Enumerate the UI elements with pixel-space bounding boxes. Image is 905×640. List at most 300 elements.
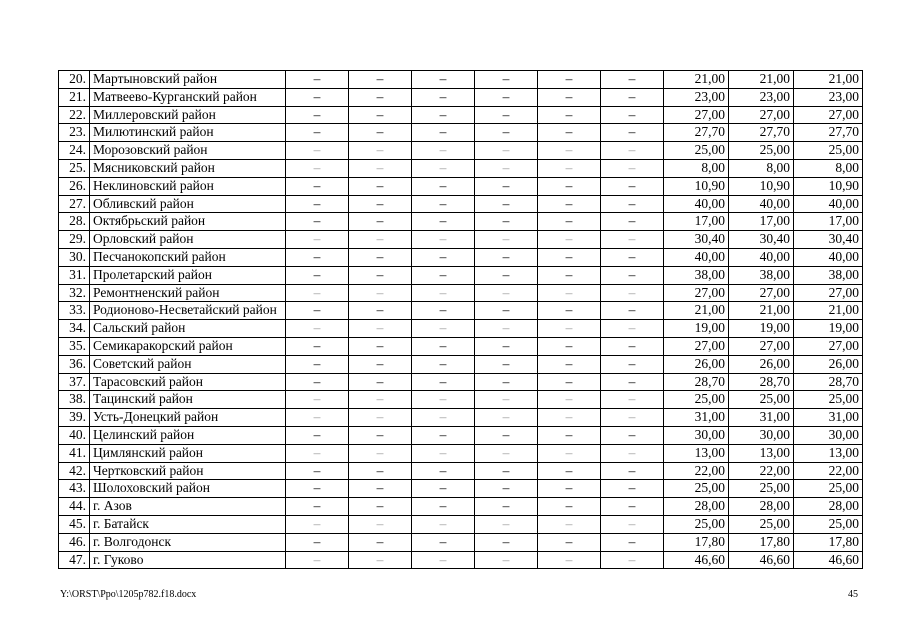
table-row: [59, 498, 863, 516]
empty-value-cell: –: [601, 337, 664, 355]
empty-value-cell: –: [538, 373, 601, 391]
rate-value-cell: 21,00: [729, 71, 794, 89]
empty-value-cell: –: [538, 355, 601, 373]
empty-value-cell: –: [601, 515, 664, 533]
district-name: Чертковский район: [90, 462, 286, 480]
rate-value-cell: 21,00: [794, 302, 863, 320]
rate-value-cell: 23,00: [664, 88, 729, 106]
empty-value-cell: –: [412, 444, 475, 462]
empty-value-cell: –: [538, 195, 601, 213]
empty-value-cell: –: [349, 444, 412, 462]
empty-value-cell: –: [349, 480, 412, 498]
empty-value-cell: –: [412, 373, 475, 391]
rate-value-cell: 23,00: [794, 88, 863, 106]
empty-value-cell: –: [412, 426, 475, 444]
empty-value-cell: –: [412, 337, 475, 355]
rate-value-cell: 30,00: [794, 426, 863, 444]
rate-value-cell: 21,00: [729, 302, 794, 320]
rate-value-cell: 27,70: [794, 124, 863, 142]
rate-value-cell: 25,00: [664, 515, 729, 533]
rate-value-cell: 27,00: [664, 337, 729, 355]
empty-value-cell: –: [538, 533, 601, 551]
district-name: Сальский район: [90, 320, 286, 338]
empty-value-cell: –: [349, 302, 412, 320]
row-number: 30.: [59, 248, 90, 266]
rate-value-cell: 8,00: [794, 159, 863, 177]
district-name: Усть-Донецкий район: [90, 409, 286, 427]
district-name: Милютинский район: [90, 124, 286, 142]
empty-value-cell: –: [475, 88, 538, 106]
rate-value-cell: 31,00: [664, 409, 729, 427]
row-number: 34.: [59, 320, 90, 338]
empty-value-cell: –: [349, 355, 412, 373]
rate-value-cell: 40,00: [729, 195, 794, 213]
rate-value-cell: 38,00: [794, 266, 863, 284]
rate-value-cell: 40,00: [729, 248, 794, 266]
empty-value-cell: –: [601, 124, 664, 142]
rate-value-cell: 40,00: [664, 195, 729, 213]
empty-value-cell: –: [601, 373, 664, 391]
district-name: Песчанокопский район: [90, 248, 286, 266]
empty-value-cell: –: [286, 284, 349, 302]
empty-value-cell: –: [538, 480, 601, 498]
district-name: Тацинский район: [90, 391, 286, 409]
empty-value-cell: –: [286, 124, 349, 142]
empty-value-cell: –: [538, 159, 601, 177]
row-number: 41.: [59, 444, 90, 462]
empty-value-cell: –: [349, 284, 412, 302]
empty-value-cell: –: [286, 462, 349, 480]
empty-value-cell: –: [349, 231, 412, 249]
district-name: Матвеево-Курганский район: [90, 88, 286, 106]
empty-value-cell: –: [412, 195, 475, 213]
empty-value-cell: –: [475, 426, 538, 444]
empty-value-cell: –: [601, 391, 664, 409]
empty-value-cell: –: [412, 231, 475, 249]
empty-value-cell: –: [286, 159, 349, 177]
row-number: 35.: [59, 337, 90, 355]
empty-value-cell: –: [412, 284, 475, 302]
district-name: г. Батайск: [90, 515, 286, 533]
empty-value-cell: –: [601, 498, 664, 516]
empty-value-cell: –: [349, 88, 412, 106]
row-number: 33.: [59, 302, 90, 320]
rate-value-cell: 25,00: [794, 515, 863, 533]
rate-value-cell: 30,00: [729, 426, 794, 444]
rate-value-cell: 27,00: [729, 337, 794, 355]
empty-value-cell: –: [601, 142, 664, 160]
empty-value-cell: –: [349, 515, 412, 533]
empty-value-cell: –: [286, 142, 349, 160]
table-body: [59, 71, 863, 569]
empty-value-cell: –: [349, 159, 412, 177]
empty-value-cell: –: [475, 231, 538, 249]
empty-value-cell: –: [475, 373, 538, 391]
district-name: Пролетарский район: [90, 266, 286, 284]
table-row: [59, 88, 863, 106]
empty-value-cell: –: [412, 106, 475, 124]
empty-value-cell: –: [349, 391, 412, 409]
empty-value-cell: –: [601, 71, 664, 89]
rate-value-cell: 25,00: [664, 142, 729, 160]
empty-value-cell: –: [286, 177, 349, 195]
row-number: 28.: [59, 213, 90, 231]
rate-value-cell: 30,40: [729, 231, 794, 249]
rate-value-cell: 25,00: [664, 480, 729, 498]
district-name: Родионово-Несветайский район: [90, 302, 286, 320]
district-name: Советский район: [90, 355, 286, 373]
rate-value-cell: 46,60: [729, 551, 794, 569]
table-row: [59, 533, 863, 551]
empty-value-cell: –: [349, 533, 412, 551]
empty-value-cell: –: [475, 213, 538, 231]
empty-value-cell: –: [349, 142, 412, 160]
rate-value-cell: 27,70: [729, 124, 794, 142]
district-name: Орловский район: [90, 231, 286, 249]
district-name: Тарасовский район: [90, 373, 286, 391]
empty-value-cell: –: [286, 480, 349, 498]
empty-value-cell: –: [475, 302, 538, 320]
empty-value-cell: –: [601, 355, 664, 373]
table-row: [59, 391, 863, 409]
district-name: Обливский район: [90, 195, 286, 213]
empty-value-cell: –: [349, 320, 412, 338]
empty-value-cell: –: [412, 302, 475, 320]
empty-value-cell: –: [601, 106, 664, 124]
empty-value-cell: –: [538, 551, 601, 569]
empty-value-cell: –: [349, 124, 412, 142]
rate-value-cell: 17,80: [664, 533, 729, 551]
empty-value-cell: –: [349, 373, 412, 391]
rate-value-cell: 23,00: [729, 88, 794, 106]
rate-value-cell: 30,40: [664, 231, 729, 249]
rate-value-cell: 10,90: [729, 177, 794, 195]
empty-value-cell: –: [538, 106, 601, 124]
row-number: 23.: [59, 124, 90, 142]
row-number: 21.: [59, 88, 90, 106]
empty-value-cell: –: [601, 533, 664, 551]
empty-value-cell: –: [286, 71, 349, 89]
empty-value-cell: –: [349, 337, 412, 355]
row-number: 20.: [59, 71, 90, 89]
district-name: Мясниковский район: [90, 159, 286, 177]
table-row: [59, 462, 863, 480]
rate-value-cell: 28,00: [729, 498, 794, 516]
empty-value-cell: –: [475, 284, 538, 302]
empty-value-cell: –: [412, 320, 475, 338]
empty-value-cell: –: [286, 248, 349, 266]
empty-value-cell: –: [286, 391, 349, 409]
empty-value-cell: –: [412, 551, 475, 569]
empty-value-cell: –: [475, 355, 538, 373]
empty-value-cell: –: [475, 320, 538, 338]
table-row: [59, 284, 863, 302]
district-name: Целинский район: [90, 426, 286, 444]
rate-value-cell: 27,00: [794, 284, 863, 302]
empty-value-cell: –: [349, 106, 412, 124]
district-name: Мартыновский район: [90, 71, 286, 89]
row-number: 44.: [59, 498, 90, 516]
empty-value-cell: –: [538, 177, 601, 195]
rate-value-cell: 22,00: [729, 462, 794, 480]
empty-value-cell: –: [412, 355, 475, 373]
empty-value-cell: –: [286, 373, 349, 391]
rate-value-cell: 28,70: [664, 373, 729, 391]
row-number: 40.: [59, 426, 90, 444]
rate-value-cell: 22,00: [664, 462, 729, 480]
rate-value-cell: 10,90: [664, 177, 729, 195]
rate-value-cell: 40,00: [794, 248, 863, 266]
empty-value-cell: –: [538, 391, 601, 409]
rate-value-cell: 31,00: [729, 409, 794, 427]
empty-value-cell: –: [475, 515, 538, 533]
row-number: 45.: [59, 515, 90, 533]
rate-value-cell: 27,00: [664, 284, 729, 302]
empty-value-cell: –: [538, 88, 601, 106]
empty-value-cell: –: [475, 159, 538, 177]
rate-value-cell: 17,00: [794, 213, 863, 231]
row-number: 31.: [59, 266, 90, 284]
empty-value-cell: –: [538, 142, 601, 160]
row-number: 47.: [59, 551, 90, 569]
rate-value-cell: 27,00: [729, 106, 794, 124]
empty-value-cell: –: [538, 213, 601, 231]
empty-value-cell: –: [412, 533, 475, 551]
empty-value-cell: –: [412, 159, 475, 177]
empty-value-cell: –: [601, 213, 664, 231]
rate-value-cell: 40,00: [664, 248, 729, 266]
table-row: [59, 409, 863, 427]
empty-value-cell: –: [475, 142, 538, 160]
rate-value-cell: 28,00: [794, 498, 863, 516]
data-table: [58, 70, 863, 569]
rate-value-cell: 25,00: [664, 391, 729, 409]
empty-value-cell: –: [349, 248, 412, 266]
district-name: Семикаракорский район: [90, 337, 286, 355]
rate-value-cell: 25,00: [794, 480, 863, 498]
empty-value-cell: –: [601, 320, 664, 338]
empty-value-cell: –: [601, 88, 664, 106]
table-row: [59, 320, 863, 338]
empty-value-cell: –: [286, 320, 349, 338]
empty-value-cell: –: [286, 426, 349, 444]
empty-value-cell: –: [412, 213, 475, 231]
rate-value-cell: 38,00: [664, 266, 729, 284]
rate-value-cell: 17,80: [794, 533, 863, 551]
rate-value-cell: 46,60: [794, 551, 863, 569]
row-number: 42.: [59, 462, 90, 480]
empty-value-cell: –: [286, 195, 349, 213]
row-number: 43.: [59, 480, 90, 498]
empty-value-cell: –: [538, 124, 601, 142]
rate-value-cell: 17,80: [729, 533, 794, 551]
table-row: [59, 124, 863, 142]
empty-value-cell: –: [601, 480, 664, 498]
row-number: 37.: [59, 373, 90, 391]
empty-value-cell: –: [412, 177, 475, 195]
empty-value-cell: –: [286, 213, 349, 231]
row-number: 32.: [59, 284, 90, 302]
empty-value-cell: –: [475, 498, 538, 516]
rate-value-cell: 8,00: [664, 159, 729, 177]
empty-value-cell: –: [286, 551, 349, 569]
empty-value-cell: –: [601, 444, 664, 462]
table-row: [59, 248, 863, 266]
empty-value-cell: –: [286, 444, 349, 462]
rate-value-cell: 27,00: [794, 106, 863, 124]
empty-value-cell: –: [286, 515, 349, 533]
rate-value-cell: 13,00: [664, 444, 729, 462]
rate-value-cell: 10,90: [794, 177, 863, 195]
empty-value-cell: –: [475, 444, 538, 462]
empty-value-cell: –: [538, 284, 601, 302]
rate-value-cell: 26,00: [794, 355, 863, 373]
empty-value-cell: –: [475, 266, 538, 284]
empty-value-cell: –: [475, 248, 538, 266]
empty-value-cell: –: [475, 480, 538, 498]
table-row: [59, 71, 863, 89]
empty-value-cell: –: [349, 498, 412, 516]
rate-value-cell: 25,00: [729, 480, 794, 498]
empty-value-cell: –: [475, 177, 538, 195]
rate-value-cell: 46,60: [664, 551, 729, 569]
footer-file-path: Y:\ORST\Ppo\1205p782.f18.docx: [60, 589, 197, 600]
rate-value-cell: 17,00: [664, 213, 729, 231]
empty-value-cell: –: [601, 462, 664, 480]
empty-value-cell: –: [538, 71, 601, 89]
rate-value-cell: 17,00: [729, 213, 794, 231]
rate-value-cell: 38,00: [729, 266, 794, 284]
table-row: [59, 355, 863, 373]
rate-value-cell: 13,00: [794, 444, 863, 462]
empty-value-cell: –: [412, 391, 475, 409]
rate-value-cell: 13,00: [729, 444, 794, 462]
rate-value-cell: 19,00: [794, 320, 863, 338]
rate-value-cell: 26,00: [729, 355, 794, 373]
empty-value-cell: –: [349, 195, 412, 213]
empty-value-cell: –: [538, 248, 601, 266]
empty-value-cell: –: [286, 409, 349, 427]
empty-value-cell: –: [601, 284, 664, 302]
empty-value-cell: –: [286, 266, 349, 284]
empty-value-cell: –: [412, 142, 475, 160]
rate-value-cell: 30,40: [794, 231, 863, 249]
rate-value-cell: 8,00: [729, 159, 794, 177]
empty-value-cell: –: [475, 533, 538, 551]
empty-value-cell: –: [286, 302, 349, 320]
rate-value-cell: 21,00: [794, 71, 863, 89]
district-name: Цимлянский район: [90, 444, 286, 462]
rate-value-cell: 21,00: [664, 302, 729, 320]
empty-value-cell: –: [601, 409, 664, 427]
empty-value-cell: –: [412, 248, 475, 266]
row-number: 27.: [59, 195, 90, 213]
empty-value-cell: –: [601, 551, 664, 569]
row-number: 24.: [59, 142, 90, 160]
rate-value-cell: 19,00: [729, 320, 794, 338]
empty-value-cell: –: [538, 515, 601, 533]
empty-value-cell: –: [538, 444, 601, 462]
table-row: [59, 515, 863, 533]
empty-value-cell: –: [538, 266, 601, 284]
rate-value-cell: 25,00: [794, 142, 863, 160]
empty-value-cell: –: [412, 124, 475, 142]
empty-value-cell: –: [601, 302, 664, 320]
row-number: 39.: [59, 409, 90, 427]
empty-value-cell: –: [538, 337, 601, 355]
table-row: [59, 480, 863, 498]
rate-value-cell: 27,70: [664, 124, 729, 142]
rate-value-cell: 25,00: [729, 391, 794, 409]
empty-value-cell: –: [538, 462, 601, 480]
rate-value-cell: 31,00: [794, 409, 863, 427]
rate-value-cell: 27,00: [664, 106, 729, 124]
row-number: 26.: [59, 177, 90, 195]
empty-value-cell: –: [412, 409, 475, 427]
rate-value-cell: 30,00: [664, 426, 729, 444]
empty-value-cell: –: [475, 551, 538, 569]
empty-value-cell: –: [286, 498, 349, 516]
empty-value-cell: –: [538, 231, 601, 249]
row-number: 22.: [59, 106, 90, 124]
table-row: [59, 213, 863, 231]
rate-value-cell: 28,70: [794, 373, 863, 391]
rate-value-cell: 28,70: [729, 373, 794, 391]
table-row: [59, 142, 863, 160]
district-name: Миллеровский район: [90, 106, 286, 124]
rate-value-cell: 19,00: [664, 320, 729, 338]
table-row: [59, 302, 863, 320]
rate-value-cell: 21,00: [664, 71, 729, 89]
empty-value-cell: –: [349, 462, 412, 480]
district-name: г. Азов: [90, 498, 286, 516]
table-row: [59, 106, 863, 124]
empty-value-cell: –: [538, 498, 601, 516]
table-row: [59, 551, 863, 569]
empty-value-cell: –: [538, 302, 601, 320]
row-number: 46.: [59, 533, 90, 551]
empty-value-cell: –: [349, 266, 412, 284]
empty-value-cell: –: [349, 551, 412, 569]
rate-value-cell: 26,00: [664, 355, 729, 373]
empty-value-cell: –: [286, 88, 349, 106]
rate-value-cell: 25,00: [794, 391, 863, 409]
table-row: [59, 266, 863, 284]
district-name: г. Волгодонск: [90, 533, 286, 551]
empty-value-cell: –: [412, 498, 475, 516]
empty-value-cell: –: [412, 71, 475, 89]
empty-value-cell: –: [475, 391, 538, 409]
empty-value-cell: –: [601, 159, 664, 177]
row-number: 38.: [59, 391, 90, 409]
table-row: [59, 337, 863, 355]
rate-value-cell: 28,00: [664, 498, 729, 516]
empty-value-cell: –: [475, 409, 538, 427]
table-row: [59, 373, 863, 391]
rate-value-cell: 40,00: [794, 195, 863, 213]
empty-value-cell: –: [538, 426, 601, 444]
empty-value-cell: –: [601, 195, 664, 213]
empty-value-cell: –: [412, 266, 475, 284]
empty-value-cell: –: [475, 195, 538, 213]
empty-value-cell: –: [412, 515, 475, 533]
row-number: 36.: [59, 355, 90, 373]
empty-value-cell: –: [538, 409, 601, 427]
rate-value-cell: 22,00: [794, 462, 863, 480]
table-row: [59, 177, 863, 195]
empty-value-cell: –: [601, 177, 664, 195]
empty-value-cell: –: [349, 426, 412, 444]
